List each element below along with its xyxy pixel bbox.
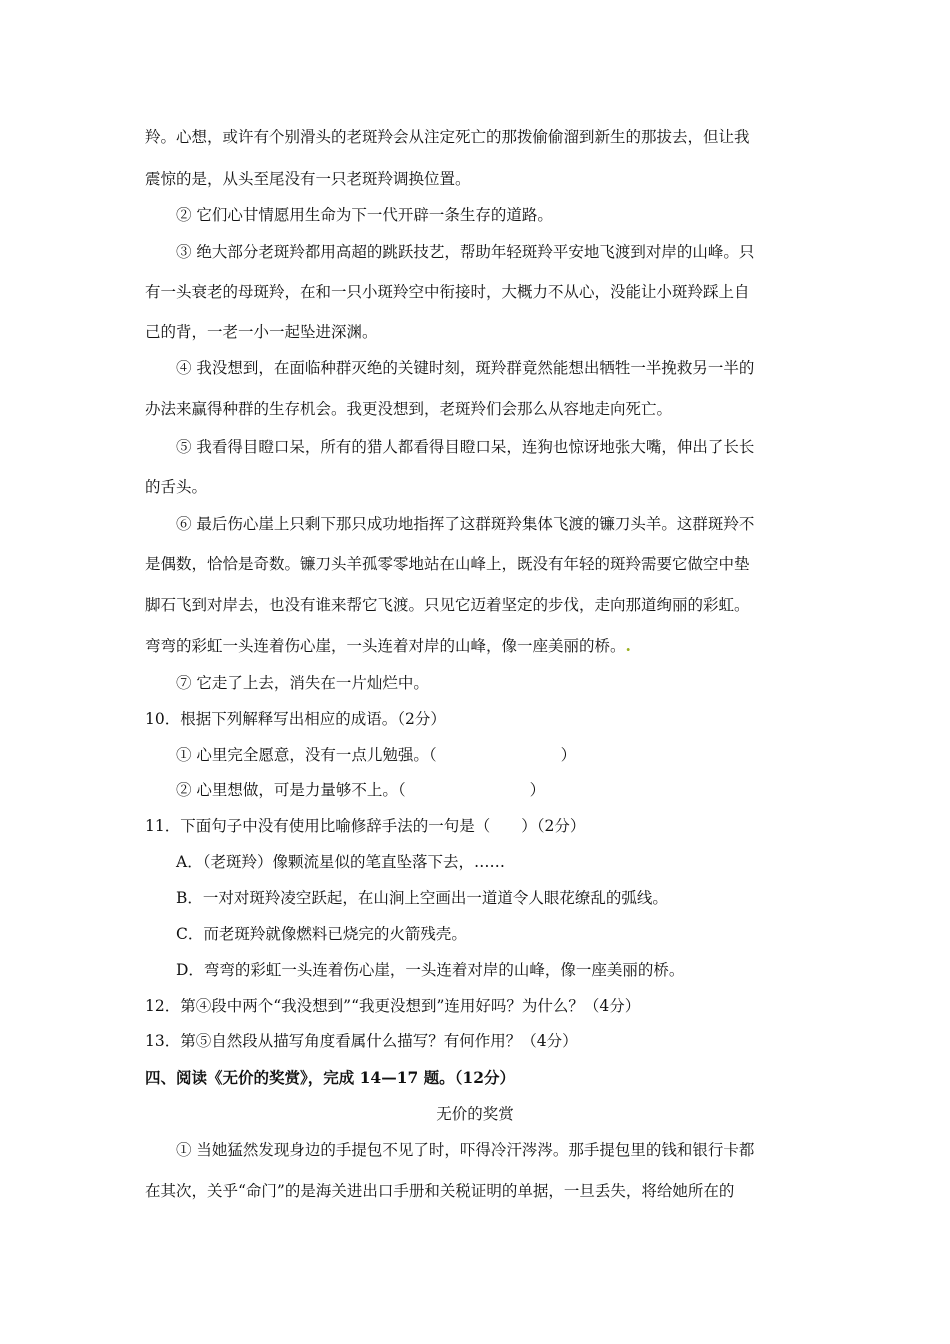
paragraph-3: ③ 绝大部分老斑羚都用高超的跳跃技艺，帮助年轻斑羚平安地飞渡到对岸的山峰。只 (176, 243, 755, 261)
paragraph-5: ⑤ 我看得目瞪口呆，所有的猎人都看得目瞪口呆，连狗也惊讶地张大嘴，伸出了长长 (176, 438, 755, 456)
question-10-item-2: ② 心里想做，可是力量够不上。（ ） (176, 781, 546, 799)
article-title: 无价的奖赏 (436, 1105, 514, 1123)
article-line: 在其次，关乎“命门”的是海关进出口手册和关税证明的单据，一旦丢失，将给她所在的 (145, 1182, 735, 1200)
question-11-option-a: A．（老斑羚）像颗流星似的笔直坠落下去，…… (176, 853, 505, 871)
paragraph-7: ⑦ 它走了上去，消失在一片灿烂中。 (176, 674, 429, 692)
article-paragraph-1: ① 当她猛然发现身边的手提包不见了时，吓得冷汗涔涔。那手提包里的钱和银行卡都 (176, 1141, 755, 1159)
passage-line: 羚。心想，或许有个别滑头的老斑羚会从注定死亡的那拨偷偷溜到新生的那拔去，但让我 (145, 128, 750, 146)
passage-line: 脚石飞到对岸去，也没有谁来帮它飞渡。只见它迈着坚定的步伐，走向那道绚丽的彩虹。 (145, 596, 750, 614)
question-11-option-d: D．弯弯的彩虹一头连着伤心崖，一头连着对岸的山峰，像一座美丽的桥。 (176, 961, 685, 979)
passage-line-text: 弯弯的彩虹一头连着伤心崖，一头连着对岸的山峰，像一座美丽的桥。 (145, 637, 626, 655)
question-11-option-b: B．一对对斑羚凌空跃起，在山涧上空画出一道道令人眼花缭乱的弧线。 (176, 889, 668, 907)
paragraph-6: ⑥ 最后伤心崖上只剩下那只成功地指挥了这群斑羚集体飞渡的镰刀头羊。这群斑羚不 (176, 515, 755, 533)
question-10-item-1: ① 心里完全愿意，没有一点儿勉强。（ ） (176, 746, 577, 764)
passage-line: 震惊的是，从头至尾没有一只老斑羚调换位置。 (145, 170, 471, 188)
passage-line: 的舌头。 (145, 478, 208, 496)
question-11-option-c: C．而老斑羚就像燃料已烧完的火箭残壳。 (176, 925, 467, 943)
passage-line: 己的背，一老一小一起坠进深渊。 (145, 323, 378, 341)
question-10-stem: 10．根据下列解释写出相应的成语。（2分） (145, 710, 446, 728)
question-11-stem: 11．下面句子中没有使用比喻修辞手法的一句是（ ）（2分） (145, 817, 586, 835)
section-4-heading: 四、阅读《无价的奖赏》，完成 14—17 题。（12分） (145, 1068, 516, 1087)
passage-line: 是偶数，恰恰是奇数。镰刀头羊孤零零地站在山峰上，既没有年轻的斑羚需要它做空中垫 (145, 555, 750, 573)
passage-line: 办法来赢得种群的生存机会。我更没想到，老斑羚们会那么从容地走向死亡。 (145, 400, 673, 418)
question-12: 12．第④段中两个“我没想到”“我更没想到”连用好吗？为什么？（4分） (145, 997, 641, 1015)
green-dot-mark: . (625, 636, 631, 655)
passage-line (145, 636, 631, 656)
question-13: 13．第⑤自然段从描写角度看属什么描写？有何作用？（4分） (145, 1032, 578, 1050)
paragraph-2: ② 它们心甘情愿用生命为下一代开辟一条生存的道路。 (176, 206, 553, 224)
paragraph-4: ④ 我没想到，在面临种群灭绝的关键时刻，斑羚群竟然能想出牺牲一半挽救另一半的 (176, 359, 755, 377)
passage-line: 有一头衰老的母斑羚，在和一只小斑羚空中衔接时，大概力不从心，没能让小斑羚踩上自 (145, 283, 750, 301)
